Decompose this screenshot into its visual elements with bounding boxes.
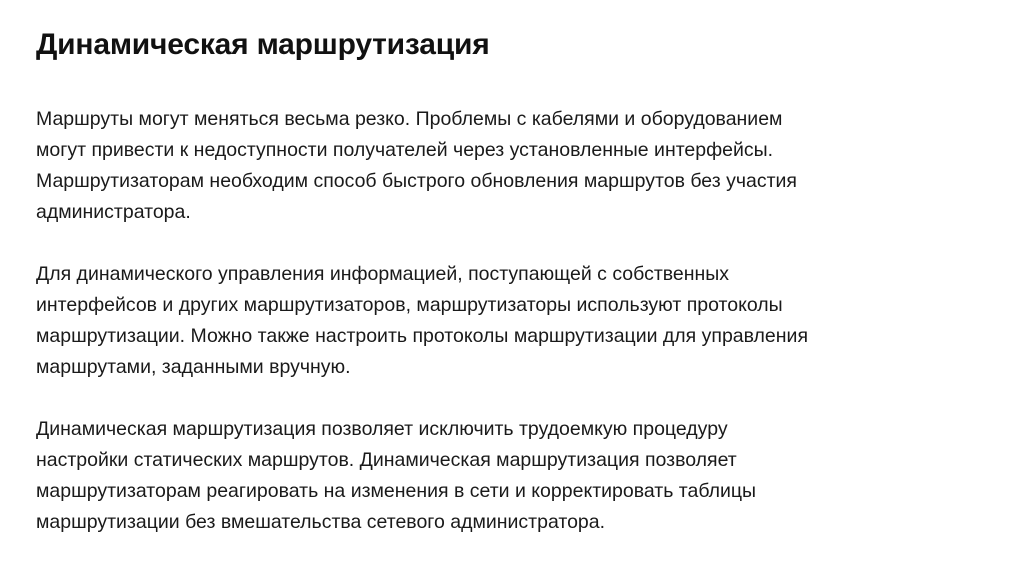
paragraph-line: настройки статических маршрутов. Динамическая маршрутизация позволяет [36, 449, 737, 471]
paragraph-line: маршрутизации. Можно также настроить протоколы маршрутизации для управления [36, 325, 809, 347]
paragraph-line: Маршруты могут меняться весьма резко. Проблемы с кабелями и оборудованием [36, 108, 783, 130]
paragraph-3 [36, 414, 996, 538]
paragraph-line: маршрутизации без вмешательства сетевого администратора. [36, 511, 606, 533]
paragraph-line: интерфейсов и других маршрутизаторов, маршрутизаторы используют протоколы [36, 294, 783, 316]
paragraph-line: Динамическая маршрутизация позволяет исключить трудоемкую процедуру [36, 418, 728, 440]
paragraph-line: Для динамического управления информацией, поступающей с собственных [36, 263, 730, 285]
paragraph-line: маршрутами, заданными вручную. [36, 356, 351, 378]
slide-body [36, 104, 996, 538]
paragraph-line: могут привести к недоступности получателей через установленные интерфейсы. [36, 139, 774, 161]
paragraph-line: администратора. [36, 201, 191, 223]
paragraph-line: маршрутизаторам реагировать на изменения в сети и корректировать таблицы [36, 480, 757, 502]
paragraph-line: Маршрутизаторам необходим способ быстрого обновления маршрутов без участия [36, 170, 797, 192]
paragraph-1 [36, 104, 996, 228]
slide-title: Динамическая маршрутизация [36, 28, 490, 61]
paragraph-2 [36, 259, 996, 383]
